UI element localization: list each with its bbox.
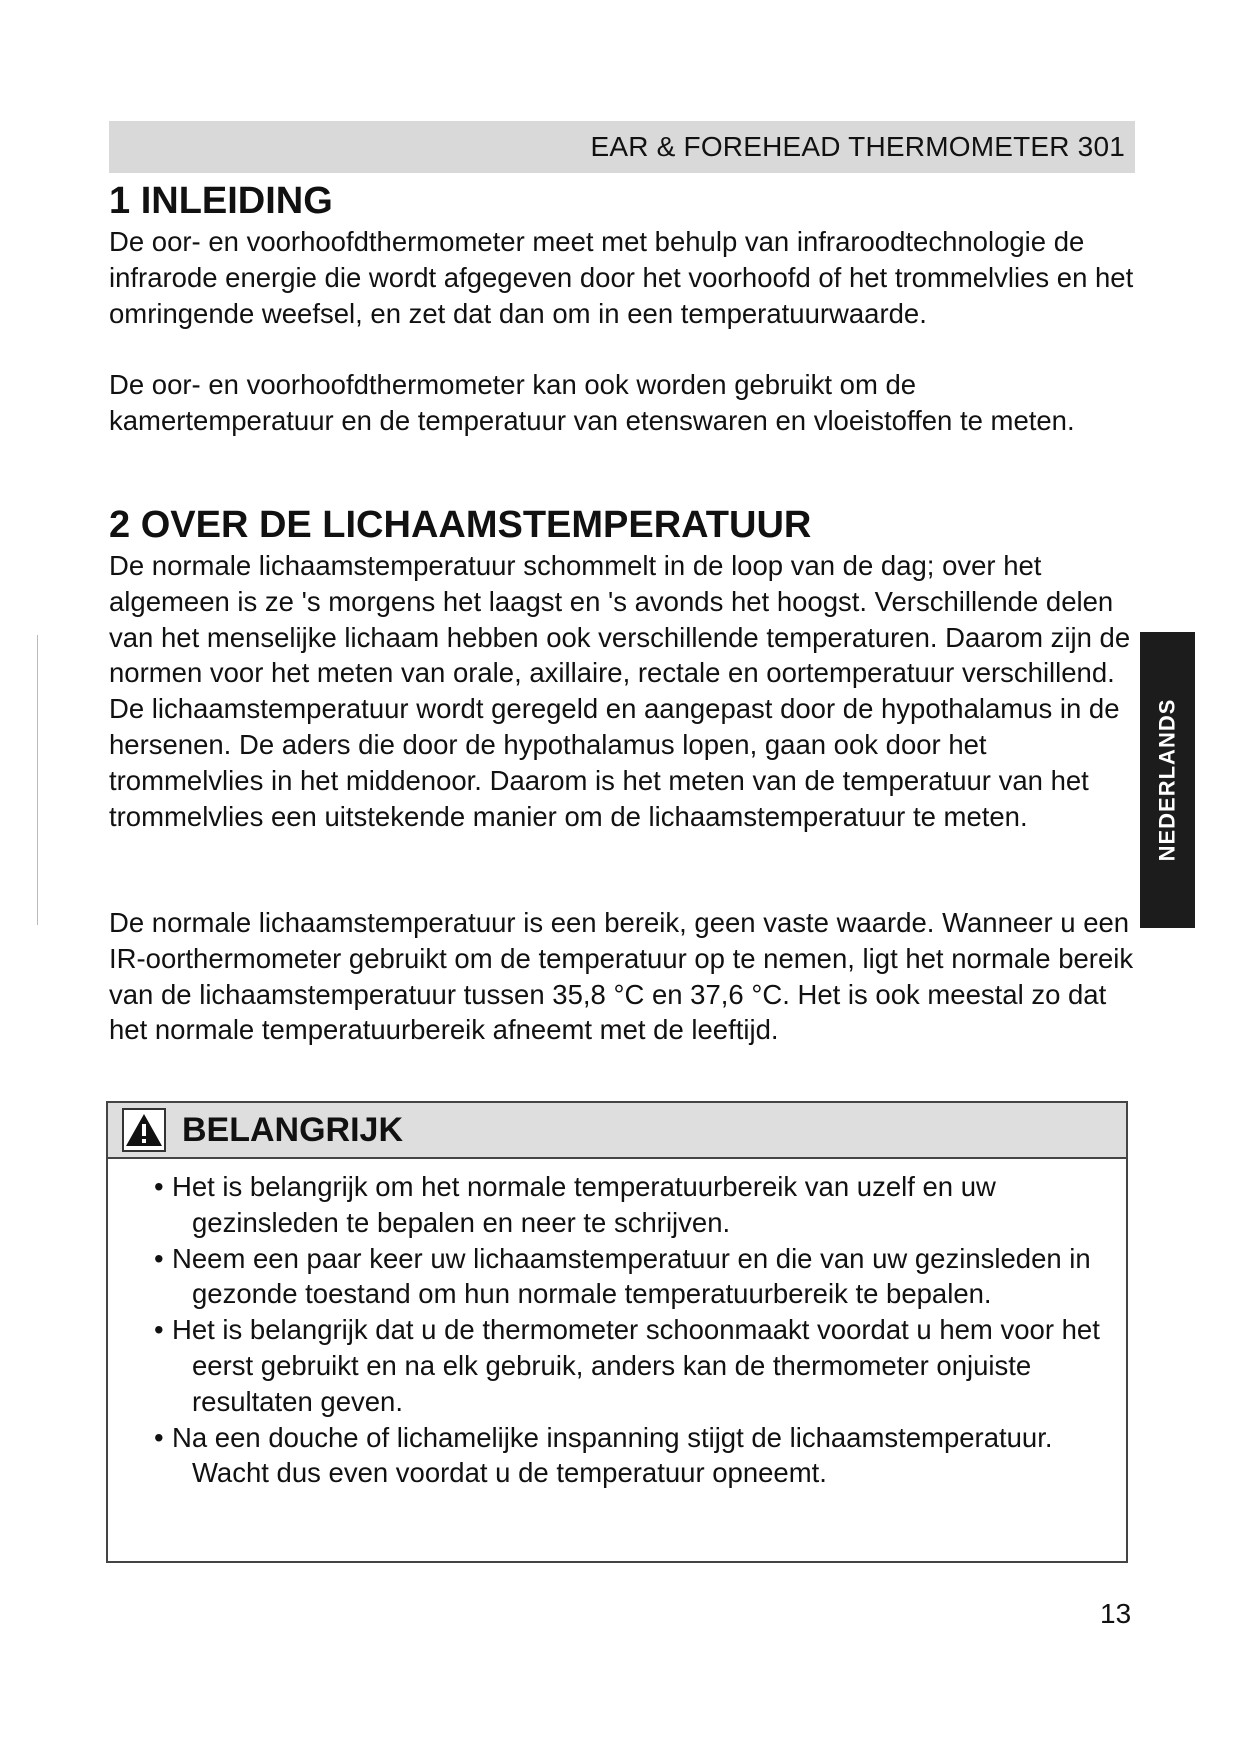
list-item: • Het is belangrijk om het normale temperatuurbereik van uzelf en uw gezinsleden te bepalen en neer te schrijven.	[154, 1171, 996, 1238]
list-item: • Het is belangrijk dat u de thermometer schoonmaakt voordat u hem voor het eerst gebruikt en na elk gebruik, anders kan de thermometer onjuiste resultaten geven.	[154, 1314, 1100, 1417]
margin-line	[37, 635, 38, 925]
section-2-paragraph-2: De normale lichaamstemperatuur is een bereik, geen vaste waarde. Wanneer u een IR-oorthermometer gebruikt om de temperatuur op te nemen, ligt het normale bereik van de lichaamstemperatuur tussen 35,8 °C en 37,6 °C. Het is ook meestal zo dat het normale temperatuurbereik afneemt met de leeftijd.	[109, 907, 1134, 1046]
header-bar	[109, 121, 1135, 173]
document-title: EAR & FOREHEAD THERMOMETER 301	[590, 131, 1125, 162]
notice-title: BELANGRIJK	[182, 1110, 404, 1149]
list-item: • Na een douche of lichamelijke inspanning stijgt de lichaamstemperatuur. Wacht dus even voordat u de temperatuur opneemt.	[154, 1421, 1053, 1489]
warning-triangle-icon	[122, 1108, 166, 1152]
section-1-paragraph-1: De oor- en voorhoofdthermometer meet met behulp van infraroodtechnologie de infrarode energie die wordt afgegeven door het voorhoofd of het trommelvlies en het omringende weefsel, en zet dat dan om in een temperatuurwaarde.	[109, 226, 1134, 329]
section-2-paragraph-1: De normale lichaamstemperatuur schommelt in de loop van de dag; over het algemeen is ze 's morgens het laagst en 's avonds het hoogst. Verschillende delen van het menselijke lichaam hebben ook verschillende temperaturen. Daarom zijn de normen voor het meten van orale, axillaire, rectale en oortemperatuur verschillend. De lichaamstemperatuur wordt geregeld en aangepast door de hypothalamus in de hersenen. De aders die door de hypothalamus lopen, gaan ook door het trommelvlies in het middenoor. Daarom is het meten van de temperatuur van het trommelvlies een uitstekende manier om de lichaamstemperatuur te meten.	[109, 550, 1131, 832]
important-notice-box	[106, 1101, 1128, 1563]
page-number: 13	[1100, 1598, 1132, 1629]
notice-list	[108, 1159, 1126, 1491]
section-2-heading: 2 OVER DE LICHAAMSTEMPERATUUR	[109, 504, 812, 546]
language-tab	[1140, 632, 1195, 928]
list-item: • Neem een paar keer uw lichaamstemperatuur en die van uw gezinsleden in gezonde toestand om hun normale temperatuurbereik te bepalen.	[154, 1242, 1091, 1310]
section-1-heading: 1 INLEIDING	[109, 180, 333, 222]
language-tab-label: NEDERLANDS	[1154, 698, 1180, 862]
section-1-paragraph-2: De oor- en voorhoofdthermometer kan ook worden gebruikt om de kamertemperatuur en de temperatuur van etenswaren en vloeistoffen te meten.	[109, 369, 1075, 436]
notice-header	[108, 1103, 1126, 1159]
